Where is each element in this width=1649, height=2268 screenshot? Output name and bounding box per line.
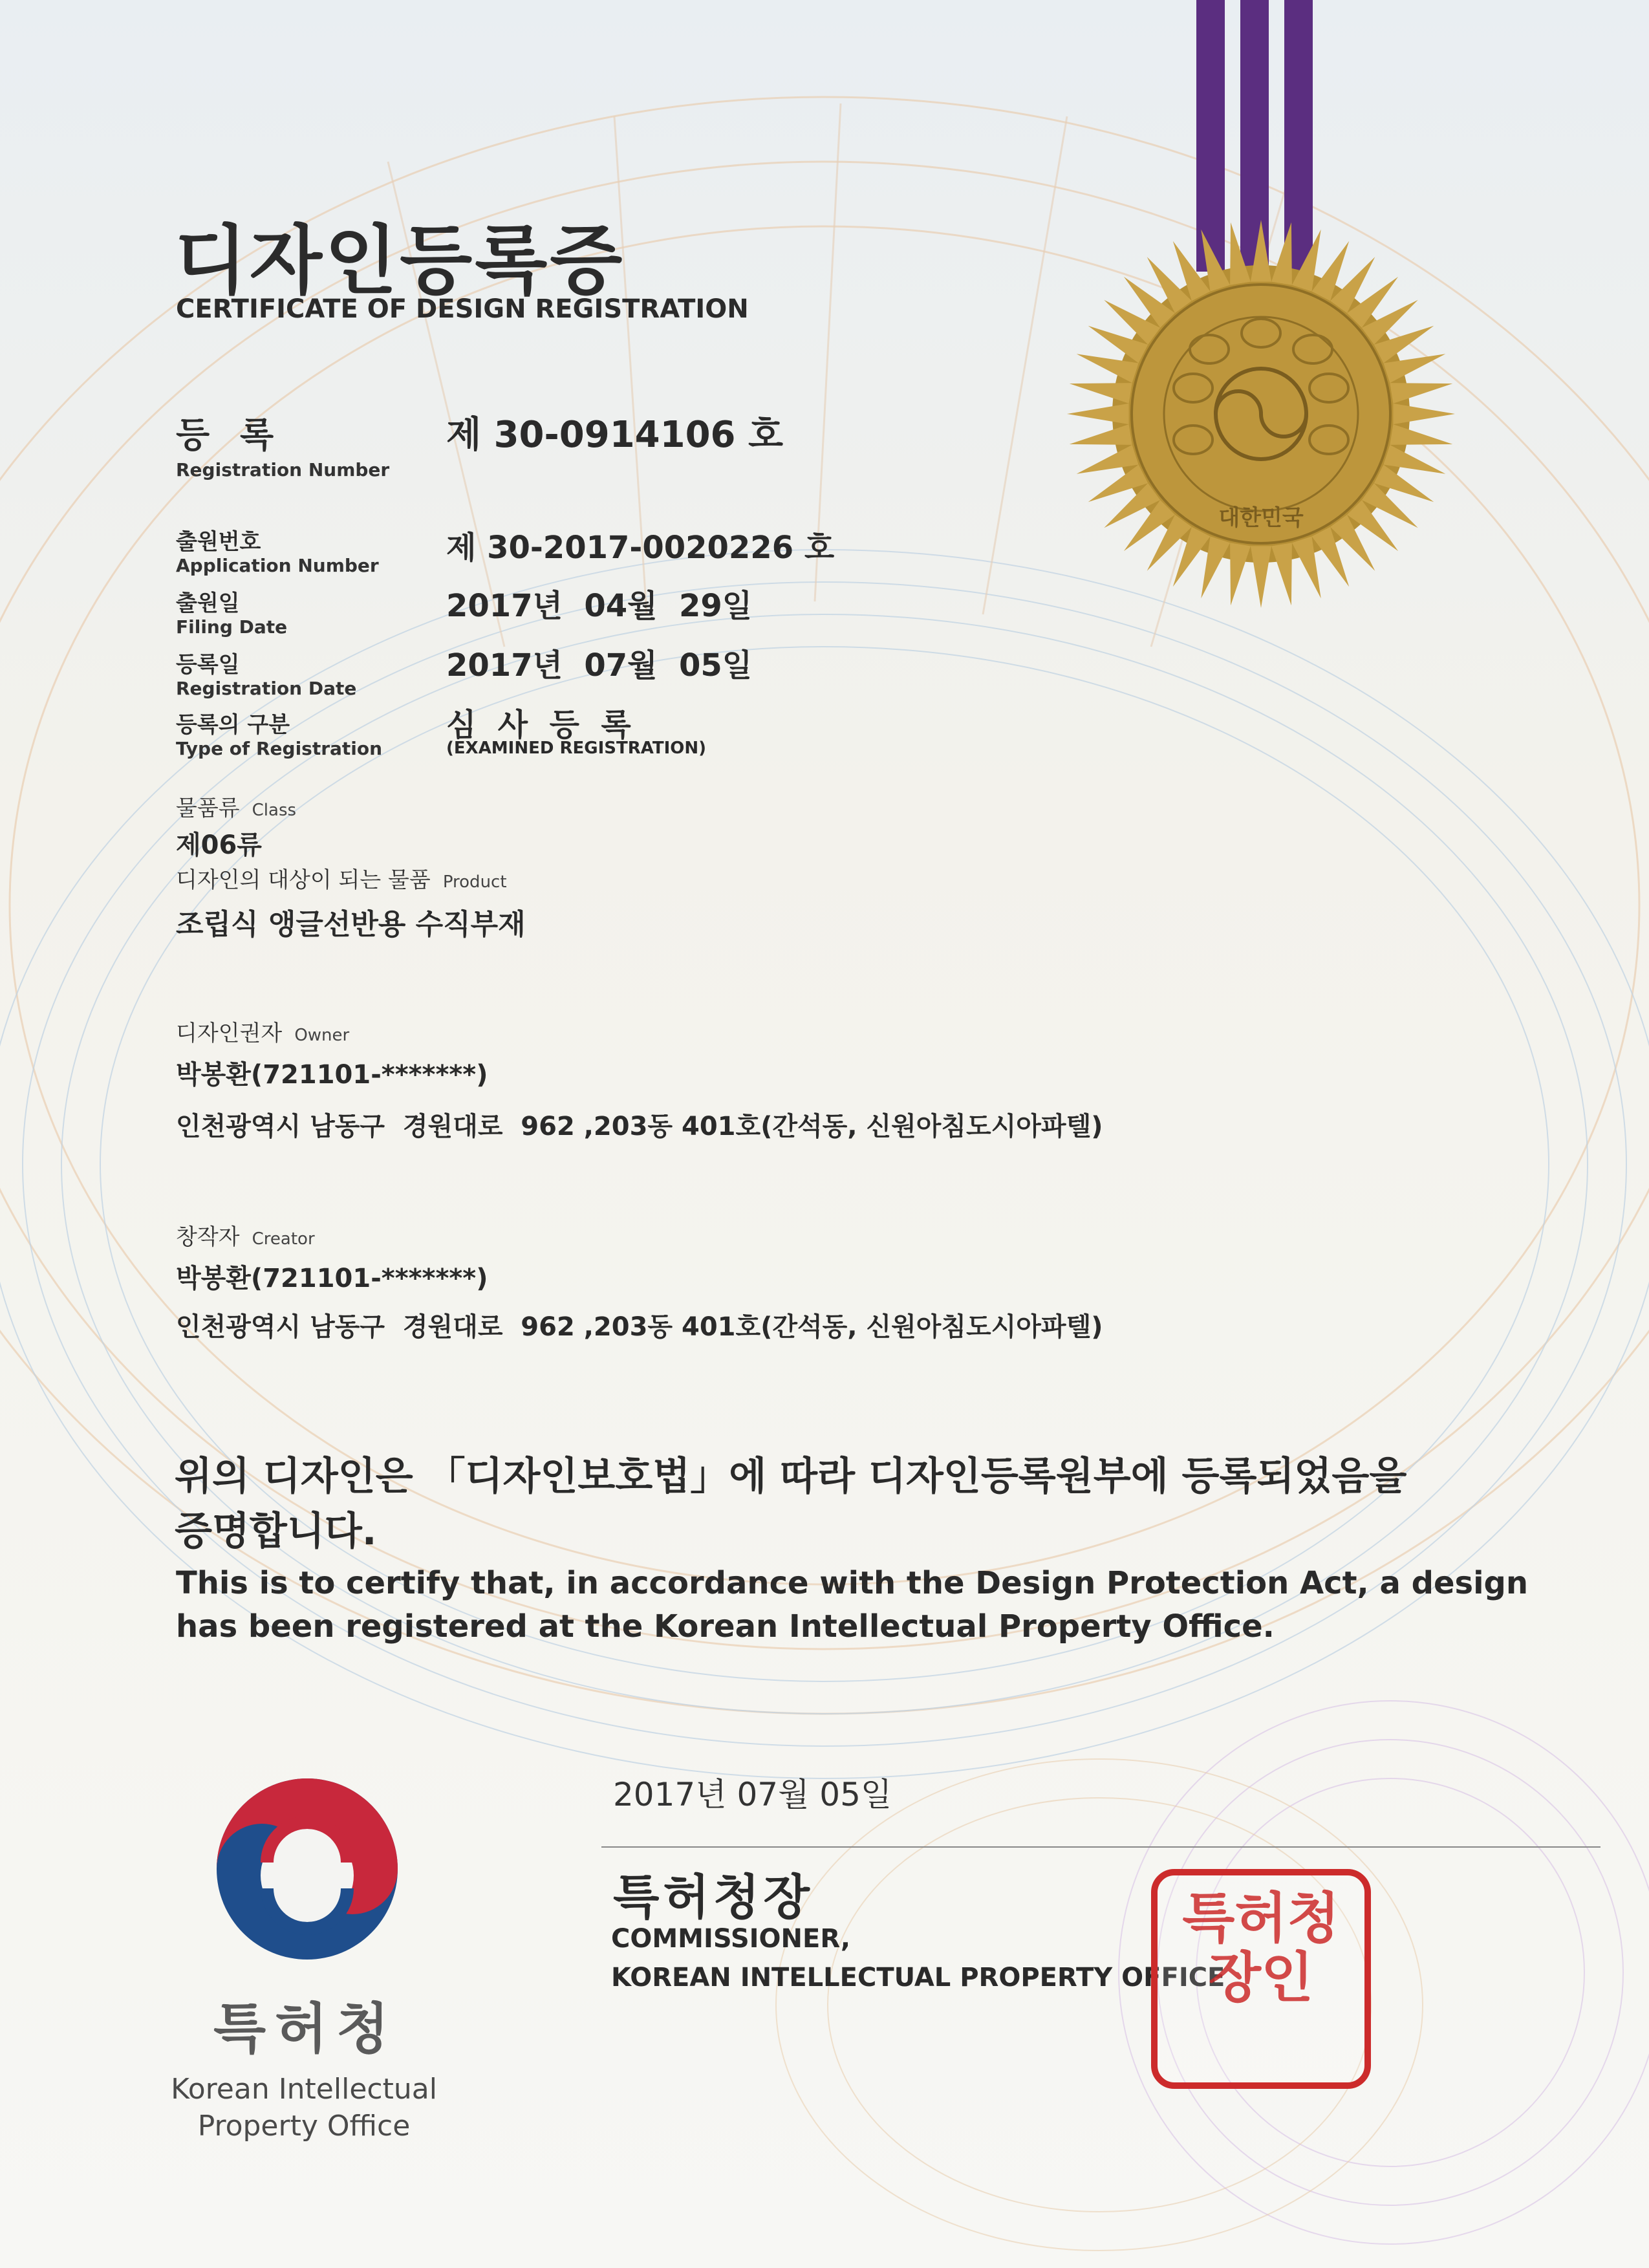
kipo-logo-icon — [210, 1772, 404, 1966]
commissioner-title-en-line1: COMMISSIONER, — [611, 1924, 851, 1954]
kipo-name-ko: 특허청 — [213, 1997, 398, 2060]
seal-ray — [1230, 222, 1251, 285]
product-value: 조립식 앵글선반용 수직부재 — [176, 908, 526, 941]
class-label — [176, 790, 296, 822]
creator-name: 박봉환(721101-*******) — [176, 1264, 488, 1293]
owner-name: 박봉환(721101-*******) — [176, 1060, 488, 1090]
class-label-en: Class — [252, 801, 297, 820]
owner-label-ko: 디자인권자 — [176, 1021, 283, 1046]
creator-label-en: Creator — [252, 1229, 315, 1249]
product-label-ko: 디자인의 대상이 되는 물품 — [176, 867, 431, 893]
registration-type-label-en: Type of Registration — [176, 738, 383, 759]
seal-ray — [1067, 404, 1129, 424]
product-label-en: Product — [442, 872, 507, 892]
registration-date-label-ko: 등록일 — [176, 652, 240, 678]
signature-divider — [601, 1846, 1600, 1848]
registration-date-label-en: Registration Date — [176, 678, 357, 699]
seal-ray — [1251, 546, 1271, 608]
seal-ray — [1251, 220, 1271, 282]
certificate-title-ko: 디자인등록증 — [175, 217, 625, 305]
red-stamp — [1151, 1869, 1371, 2089]
seal-ray — [1393, 404, 1455, 424]
creator-label-ko: 창작자 — [176, 1224, 240, 1250]
kipo-name-en-line2: Property Office — [197, 2110, 411, 2143]
seal-ray — [1070, 383, 1132, 404]
class-label-ko: 물품류 — [176, 795, 240, 821]
seal-ray — [1390, 424, 1452, 445]
filing-date-label-en: Filing Date — [176, 616, 288, 638]
gold-seal-text: 대한민국 — [1218, 505, 1304, 531]
kipo-name-en-line1: Korean Intellectual — [171, 2073, 437, 2106]
red-stamp-text: 특허청장인 — [1182, 1888, 1340, 2009]
certification-en-line2: has been registered at the Korean Intellectual Property Office. — [176, 1608, 1275, 1645]
application-number-label-ko: 출원번호 — [176, 529, 261, 555]
filing-date-label-ko: 출원일 — [176, 590, 240, 616]
seal-ray — [1271, 222, 1292, 285]
certification-ko-line1: 위의 디자인은 「디자인보호법」에 따라 디자인등록원부에 등록되었음을 — [175, 1454, 1407, 1499]
product-label — [176, 862, 507, 894]
registration-type-value-en: (EXAMINED REGISTRATION) — [446, 739, 707, 758]
seal-ray — [1390, 383, 1452, 404]
owner-address: 인천광역시 남동구 경원대로 962 ,203동 401호(간석동, 신원아침도시아파텔) — [176, 1112, 1103, 1141]
registration-number-value: 제 30-0914106 호 — [446, 414, 784, 456]
registration-date-value: 2017년 07월 05일 — [446, 647, 753, 684]
seal-ray — [1230, 543, 1251, 605]
class-value: 제06류 — [176, 830, 262, 860]
owner-label — [176, 1015, 349, 1047]
creator-address: 인천광역시 남동구 경원대로 962 ,203동 401호(간석동, 신원아침도시아파텔) — [176, 1312, 1103, 1342]
registration-number-label-ko: 등 록 — [176, 415, 283, 455]
registration-number-label-en: Registration Number — [176, 459, 390, 481]
issue-date: 2017년 07월 05일 — [613, 1776, 892, 1813]
commissioner-title-ko: 특허청장 — [613, 1870, 814, 1925]
registration-type-value-ko: 심 사 등 록 — [446, 707, 631, 743]
seal-ray — [1271, 543, 1292, 605]
creator-label — [176, 1219, 315, 1251]
application-number-label-en: Application Number — [176, 555, 379, 576]
seal-ray — [1070, 424, 1132, 445]
commissioner-title-en-line2: KOREAN INTELLECTUAL PROPERTY OFFICE — [611, 1963, 1225, 1993]
certification-ko-line2: 증명합니다. — [175, 1509, 377, 1554]
gold-seal — [1061, 213, 1461, 614]
application-number-value: 제 30-2017-0020226 호 — [446, 530, 835, 566]
certification-en-line1: This is to certify that, in accordance with the Design Protection Act, a design — [176, 1565, 1529, 1601]
owner-label-en: Owner — [294, 1026, 350, 1045]
registration-type-label-ko: 등록의 구분 — [176, 712, 290, 738]
filing-date-value: 2017년 04월 29일 — [446, 588, 753, 624]
certificate-title-en: CERTIFICATE OF DESIGN REGISTRATION — [176, 294, 749, 324]
